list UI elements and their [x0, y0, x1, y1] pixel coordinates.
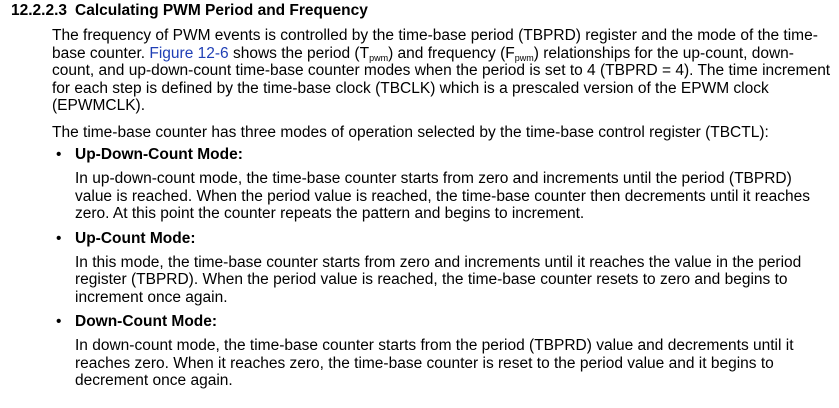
mode-description: In down-count mode, the time-base counter starts from the period (TBPRD) value and decrements until it reaches zero. When it reaches zero, the time-base counter is reset to the period value and it begins to decrement once again. — [75, 337, 794, 389]
modes-lead-paragraph: The time-base counter has three modes of operation selected by the time-base control register (TBCTL): — [52, 123, 769, 141]
fpwm-subscript: pwm — [514, 52, 534, 63]
section-title: Calculating PWM Period and Frequency — [75, 2, 368, 19]
section-number: 12.2.2.3 — [11, 2, 68, 19]
mode-title: Down-Count Mode: — [75, 313, 218, 330]
list-item — [8, 145, 831, 223]
figure-link[interactable]: Figure 12-6 — [149, 44, 229, 62]
modes-list — [8, 145, 831, 390]
mode-description: In this mode, the time-base counter starts from zero and increments until it reaches the value in the period register (TBPRD). When the period value is reached, the time-base counter resets to zero and begins to increment once again. — [75, 253, 802, 306]
intro-text-1: The frequency of PWM events is controlled by the time-base period (TBPRD) register and the mode of the time-base counter. — [52, 27, 818, 62]
intro-text-4: ) relationships for the up-count, down-count, and up-down-count time-base counter modes when the period is set to 4 (TBPRD = 4). The time increment for each step is defined by the time-base clock (TBCLK) which is a prescaled version of the EPWM clock (EPWMCLK). — [52, 44, 831, 114]
list-item — [8, 312, 831, 390]
section-heading — [8, 0, 831, 21]
mode-title: Up-Count Mode: — [75, 229, 196, 247]
mode-description: In up-down-count mode, the time-base counter starts from zero and increments until the period (TBPRD) value is reached. When the period value is reached, the time-base counter then decrements until it reaches zero. At this point the counter repeats the pattern and begins to increment. — [75, 170, 810, 222]
list-item — [8, 229, 831, 307]
intro-text-3: ) and frequency (F — [388, 44, 515, 62]
bullet-icon: • — [56, 146, 62, 163]
bullet-icon: • — [56, 229, 62, 247]
intro-text-2: shows the period (T — [228, 44, 370, 62]
tpwm-subscript: pwm — [369, 52, 389, 63]
intro-paragraph — [52, 27, 831, 115]
bullet-icon: • — [56, 313, 62, 330]
mode-title: Up-Down-Count Mode: — [75, 146, 243, 163]
